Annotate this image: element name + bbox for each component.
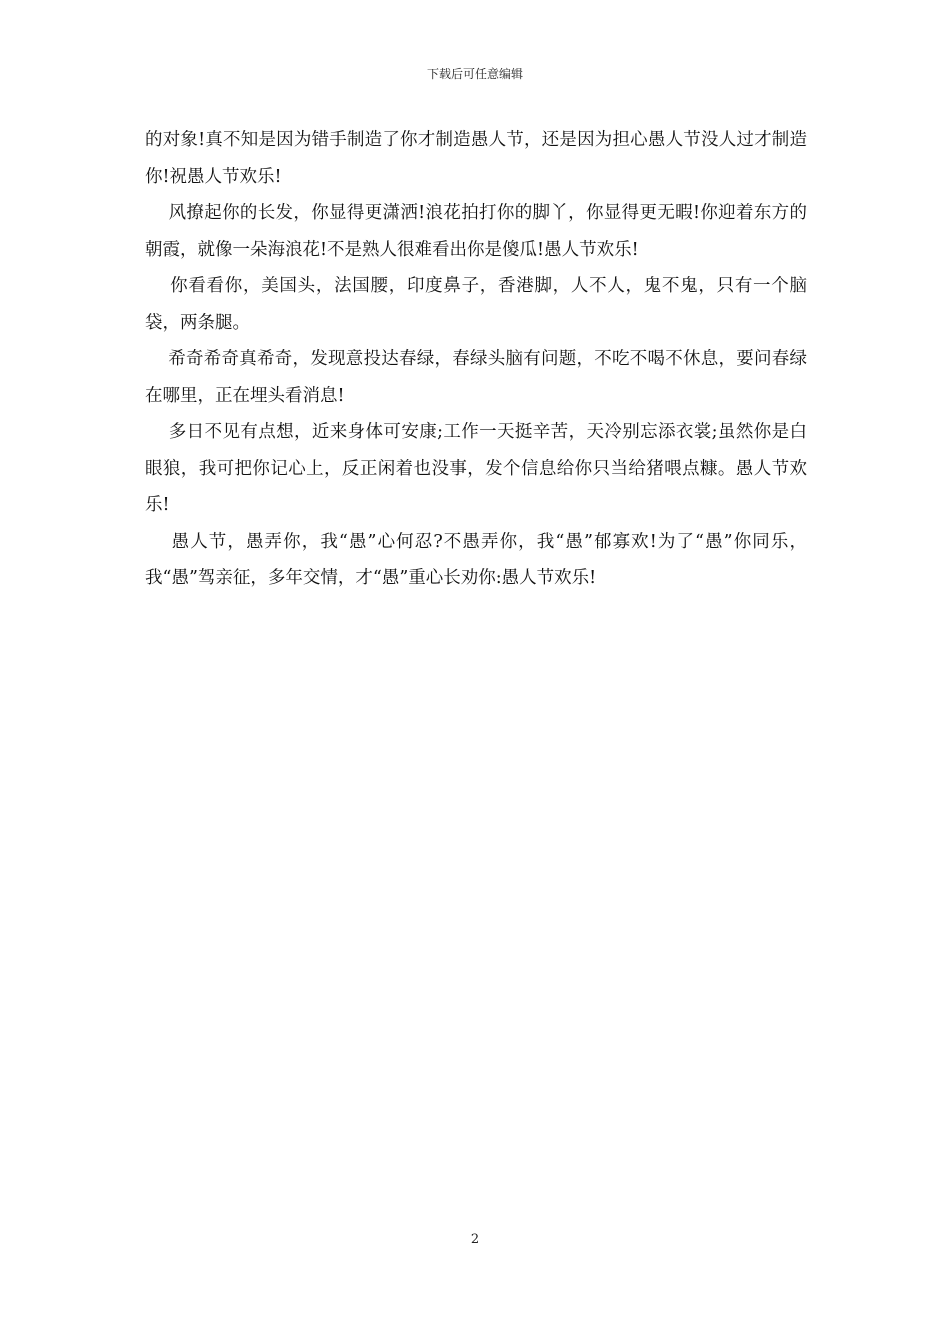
paragraph-5: 多日不见有点想，近来身体可安康;工作一天挺辛苦，天冷别忘添衣裳;虽然你是白眼狼，我可把你记心上，反正闲着也没事，发个信息给你只当给猪喂点糠。愚人节欢乐! (145, 422, 807, 515)
paragraph-3: 你看看你，美国头，法国腰，印度鼻子，香港脚，人不人，鬼不鬼，只有一个脑袋，两条腿。 (145, 276, 807, 333)
page-number: 2 (470, 1232, 480, 1247)
document-body (145, 122, 807, 597)
page-header: 下载后可任意编辑 (426, 67, 523, 81)
paragraph-6: 愚人节，愚弄你，我“愚”心何忍?不愚弄你，我“愚”郁寡欢!为了“愚”你同乐，我“愚”驾亲征，多年交情，才“愚”重心长劝你:愚人节欢乐! (145, 531, 807, 588)
paragraph-1: 的对象!真不知是因为错手制造了你才制造愚人节，还是因为担心愚人节没人过才制造你!祝愚人节欢乐! (145, 130, 807, 187)
paragraph-2: 风撩起你的长发，你显得更潇洒!浪花拍打你的脚丫，你显得更无暇!你迎着东方的朝霞，就像一朵海浪花!不是熟人很难看出你是傻瓜!愚人节欢乐! (145, 203, 807, 260)
paragraph-4: 希奇希奇真希奇，发现意投达春绿，春绿头脑有问题，不吃不喝不休息，要问春绿在哪里，正在埋头看消息! (145, 349, 807, 406)
